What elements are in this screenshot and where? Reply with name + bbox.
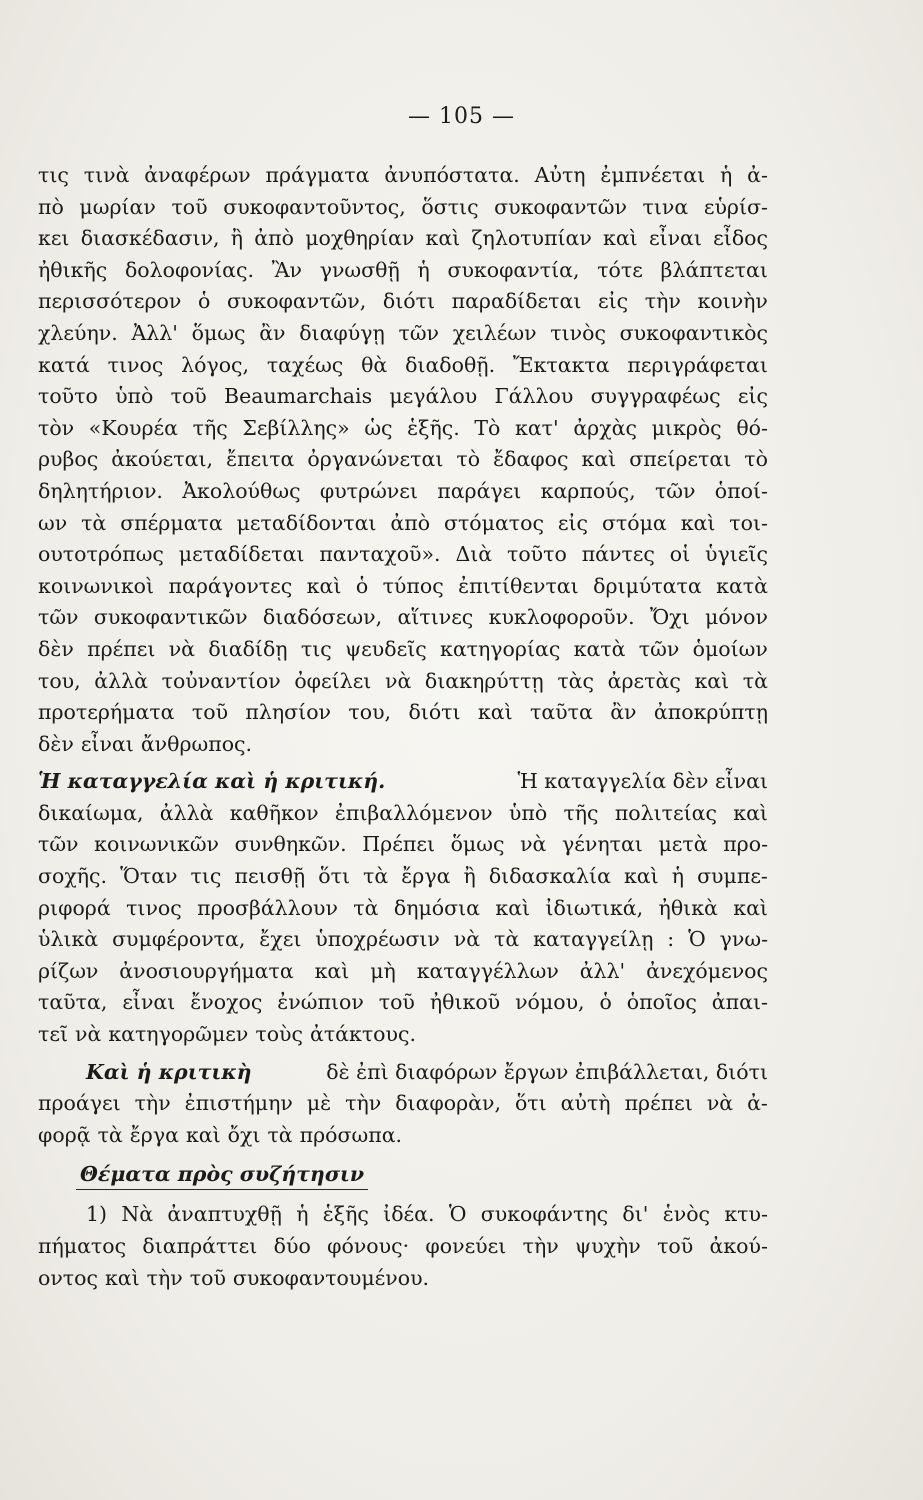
text-line: πὸ μωρίαν τοῦ συκοφαντοῦντος, ὅστις συκοφαντῶν τινα εὑρίσ- bbox=[38, 194, 768, 219]
text-line: ἠθικῆς δολοφονίας. Ἂν γνωσθῇ ἡ συκοφαντία, τότε βλάπτεται bbox=[38, 257, 768, 282]
section-heading-line bbox=[38, 1159, 768, 1199]
text-line: 1) Νὰ ἀναπτυχθῇ ἡ ἑξῆς ἰδέα. Ὁ συκοφάντης δι' ἑνὸς κτυ- bbox=[86, 1202, 768, 1227]
text-line: ὑλικὰ συμφέροντα, ἔχει ὑποχρέωσιν νὰ τὰ καταγγείλῃ : Ὁ γνω- bbox=[38, 927, 768, 952]
text-line: δικαίωμα, ἀλλὰ καθῆκον ἐπιβαλλόμενον ὑπὸ τῆς πολιτείας καὶ bbox=[38, 800, 768, 825]
text-line: φορᾷ τὰ ἔργα καὶ ὄχι τὰ πρόσωπα. bbox=[38, 1122, 403, 1147]
text-line: τις τινὰ ἀναφέρων πράγματα ἀνυπόστατα. Αὐτη ἐμπνέεται ἡ ἀ- bbox=[38, 163, 768, 187]
text-line: κει διασκέδασιν, ἢ ἀπὸ μοχθηρίαν καὶ ζηλοτυπίαν καὶ εἶναι εἶδος bbox=[38, 226, 768, 251]
text-line: ων τὰ σπέρματα μεταδίδονται ἀπὸ στόματος εἰς στόμα καὶ τοι- bbox=[38, 510, 768, 535]
text-line: τεῖ νὰ κατηγορῶμεν τοὺς ἀτάκτους. bbox=[38, 1022, 416, 1047]
paragraph-1 bbox=[38, 160, 768, 760]
text-line: ρυβος ἀκούεται, ἔπειτα ὀργανώνεται τὸ ἔδαφος καὶ σπείρεται τὸ bbox=[38, 447, 768, 472]
text-line: οντος καὶ τὴν τοῦ συκοφαντουμένου. bbox=[38, 1265, 430, 1290]
text-line: ρίζων ἀνοσιουργήματα καὶ μὴ καταγγέλλων ἀλλ' ἀνεχόμενος bbox=[38, 958, 768, 983]
page-number: — 105 — bbox=[408, 104, 515, 129]
text-line: δὲν πρέπει νὰ διαδίδῃ τις ψευδεῖς κατηγορίας κατὰ τῶν ὁμοίων bbox=[38, 636, 768, 661]
paragraph-2 bbox=[38, 798, 768, 1051]
text-line: κοινωνικοὶ παράγοντες καὶ ὁ τύπος ἐπιτίθενται δριμύτατα κατὰ bbox=[38, 573, 768, 598]
text-line: χλεύην. Ἀλλ' ὅμως ἂν διαφύγῃ τῶν χειλέων τινὸς συκοφαντικὸς bbox=[38, 320, 768, 345]
text-line: περισσότερον ὁ συκοφαντῶν, διότι παραδίδεται εἰς τὴν κοινὴν bbox=[38, 289, 768, 314]
section-heading: Θέματα πρὸς συζήτησιν bbox=[76, 1160, 368, 1190]
text-line: δηλητήριον. Ἀκολούθως φυτρώνει παράγει καρπούς, τῶν ὁποί- bbox=[38, 478, 768, 503]
text-line: του, ἀλλὰ τοὐναντίον ὀφείλει νὰ διακηρύττῃ τὰς ἀρετὰς καὶ τὰ bbox=[38, 668, 768, 693]
topics-list bbox=[38, 1199, 768, 1294]
paragraph-2-heading: Ἡ καταγγελία καὶ ἡ κριτική. bbox=[38, 769, 386, 794]
text-line: ριφορά τινος προσβάλλουν τὰ δημόσια καὶ ἰδιωτικά, ἠθικὰ καὶ bbox=[38, 895, 768, 920]
text-line: πήματος διαπράττει δύο φόνους· φονεύει τὴν ψυχὴν τοῦ ἀκού- bbox=[38, 1234, 768, 1258]
text-line: τῶν συκοφαντικῶν διαδόσεων, αἵτινες κυκλοφοροῦν. Ὄχι μόνον bbox=[38, 605, 768, 630]
paragraph-3-heading: Καὶ ἡ κριτικὴ bbox=[86, 1059, 252, 1084]
paragraph-2-first-text: Ἡ καταγγελία δὲν εἶναι bbox=[517, 769, 768, 794]
paragraph-3 bbox=[38, 1088, 768, 1151]
text-line: τῶν κοινωνικῶν συνθηκῶν. Πρέπει ὅμως νὰ γένηται μετὰ προ- bbox=[38, 832, 768, 857]
text-line: προτερήματα τοῦ πλησίον του, διότι καὶ ταῦτα ἂν ἀποκρύπτῃ bbox=[38, 700, 768, 725]
text-line: δὲν εἶναι ἄνθρωπος. bbox=[38, 731, 253, 756]
paragraph-2-first-line bbox=[38, 766, 768, 798]
text-line: κατά τινος λόγος, ταχέως θὰ διαδοθῇ. Ἔκτακτα περιγράφεται bbox=[38, 352, 768, 377]
paragraph-3-first-text: δὲ ἐπὶ διαφόρων ἔργων ἐπιβάλλεται, διότι bbox=[326, 1059, 768, 1084]
paragraph-3-first-line bbox=[38, 1057, 768, 1089]
text-line: σοχῆς. Ὅταν τις πεισθῇ ὅτι τὰ ἔργα ἢ διδασκαλία καὶ ἡ συμπε- bbox=[38, 864, 768, 889]
page-body bbox=[38, 160, 768, 1294]
text-line: προάγει τὴν ἐπιστήμην μὲ τὴν διαφορὰν, ὅτι αὐτὴ πρέπει νὰ ἀ- bbox=[38, 1091, 768, 1116]
text-line: ταῦτα, εἶναι ἔνοχος ἐνώπιον τοῦ ἠθικοῦ νόμου, ὁ ὁποῖος ἀπαι- bbox=[38, 990, 768, 1015]
text-line: τὸν «Κουρέα τῆς Σεβίλλης» ὡς ἑξῆς. Τὸ κατ' ἀρχὰς μικρὸς θό- bbox=[38, 415, 768, 440]
text-line: ουτοτρόπως μεταδίδεται πανταχοῦ». Διὰ τοῦτο πάντες οἱ ὑγιεῖς bbox=[38, 542, 768, 567]
text-line: τοῦτο ὑπὸ τοῦ Beaumarchais μεγάλου Γάλλου συγγραφέως εἰς bbox=[38, 384, 768, 409]
